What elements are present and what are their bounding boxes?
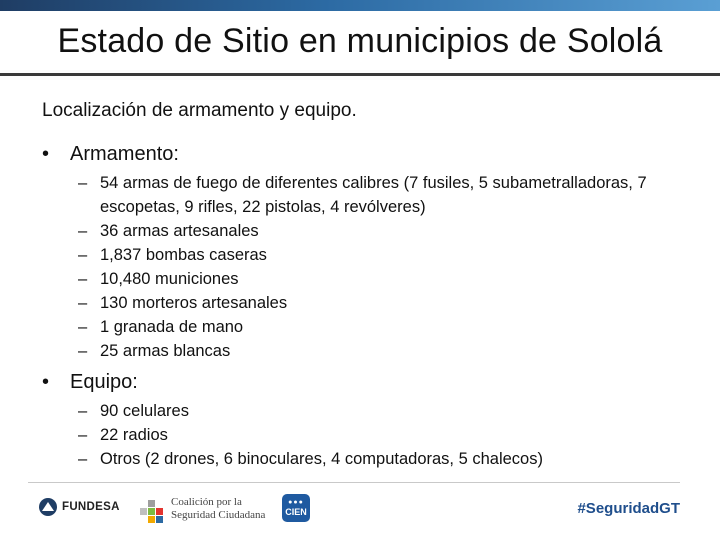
dash-icon: – [78,450,88,468]
fundesa-mark-icon [38,497,58,517]
section-heading: Equipo: [70,370,138,393]
section-heading: Armamento: [70,142,179,165]
footer-divider [28,482,680,483]
coalicion-mark-icon [138,494,166,524]
list-item: – 90 celulares [78,399,682,423]
bullet-icon: • [42,370,50,393]
fundesa-logo: FUNDESA [38,497,120,517]
list-item: – 36 armas artesanales [78,219,682,243]
list-item: – 130 morteros artesanales [78,291,682,315]
item-list [42,399,682,471]
section-equipo [42,369,682,471]
dash-icon: – [78,318,88,336]
cien-logo: ●●● CIEN [282,494,310,522]
cien-dots-icon: ●●● [288,499,304,506]
dash-icon: – [78,342,88,360]
dash-icon: – [78,174,88,192]
item-list [42,171,682,363]
dash-icon: – [78,426,88,444]
dash-icon: – [78,246,88,264]
list-item: – 10,480 municiones [78,267,682,291]
page-title: Estado de Sitio en municipios de Sololá [57,22,663,60]
dash-icon: – [78,270,88,288]
subtitle: Localización de armamento y equipo. [42,100,357,121]
list-item: – Otros (2 drones, 6 binoculares, 4 computadoras, 5 chalecos) [78,447,682,471]
list-item: – 22 radios [78,423,682,447]
dash-icon: – [78,294,88,312]
hashtag: #SeguridadGT [577,500,680,517]
section-armamento [42,141,682,363]
list-item: – 1,837 bombas caseras [78,243,682,267]
bullet-icon: • [42,142,50,165]
top-color-band [0,0,720,11]
list-item: – 1 granada de mano [78,315,682,339]
title-divider [0,73,720,76]
list-item: – 25 armas blancas [78,339,682,363]
dash-icon: – [78,222,88,240]
dash-icon: – [78,402,88,420]
list-item: – 54 armas de fuego de diferentes calibres (7 fusiles, 5 subametralladoras, 7 escopetas, 9 rifles, 22 pistolas, 4 revólveres) [78,171,682,219]
coalicion-logo: Coalición por la Seguridad Ciudadana [138,494,265,524]
